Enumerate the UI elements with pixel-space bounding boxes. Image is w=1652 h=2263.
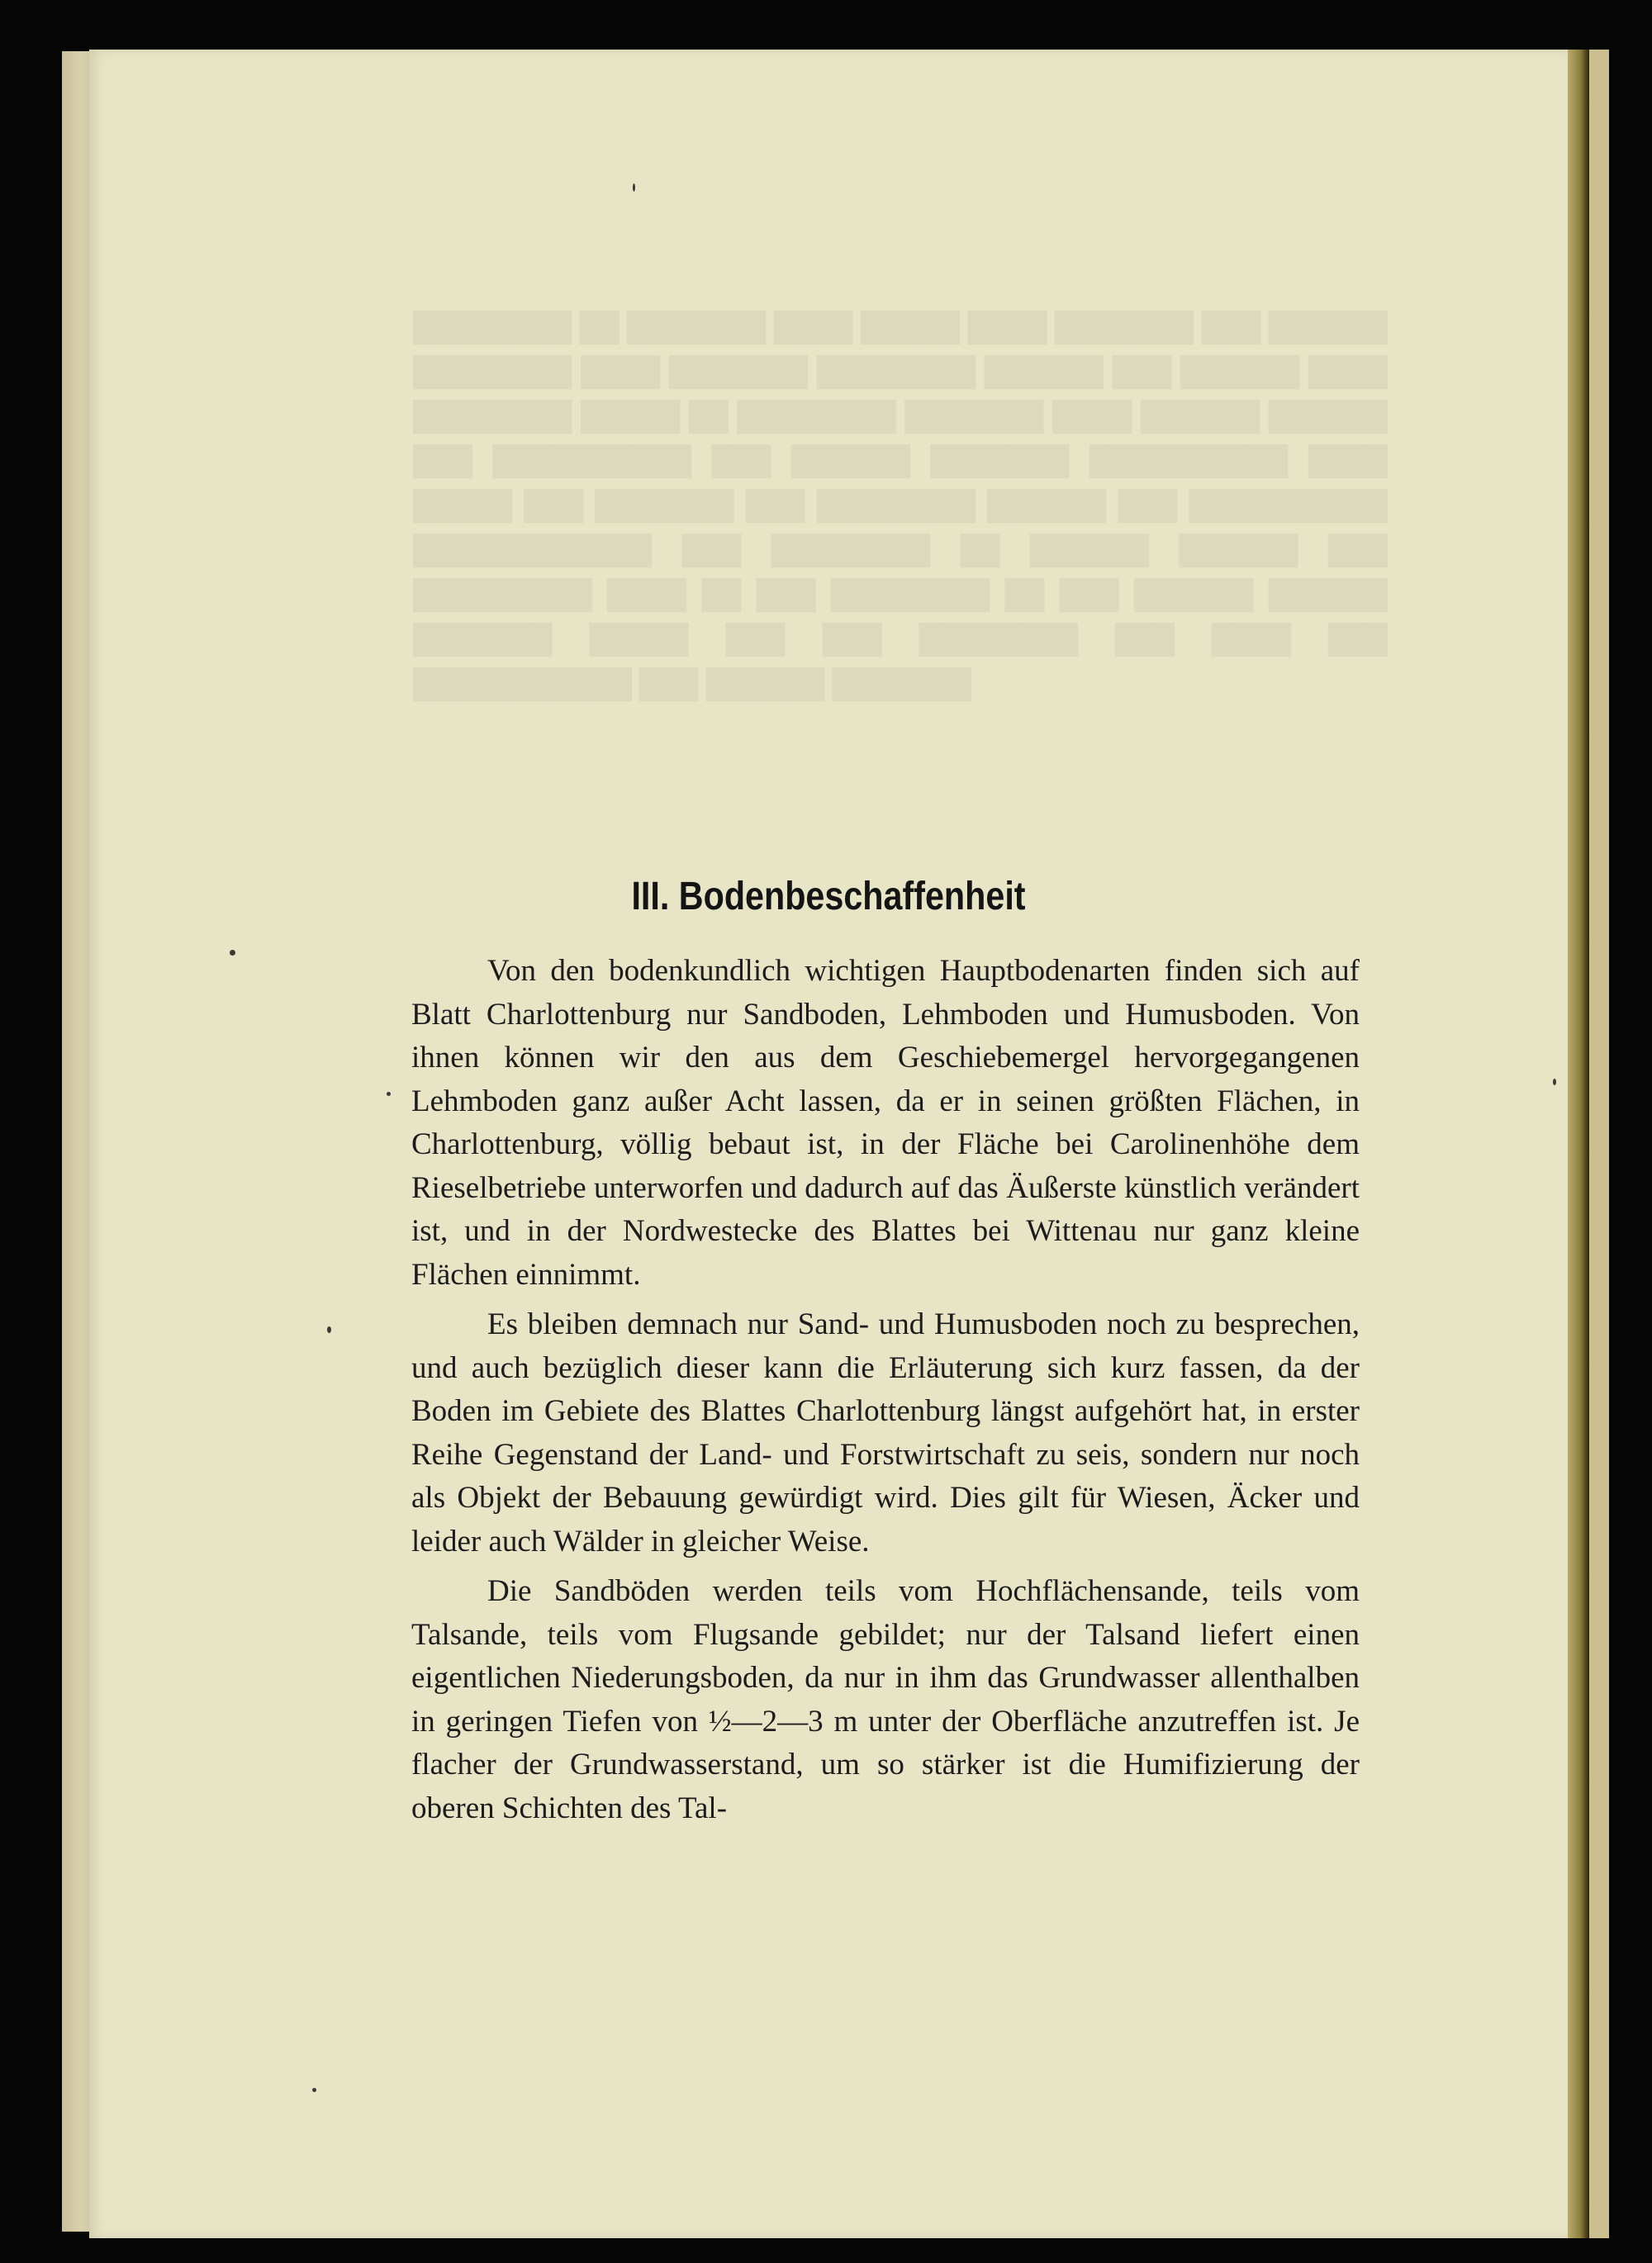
paragraph-1: Von den bodenkundlich wichtigen Hauptbodenarten finden sich auf Blatt Charlottenburg nur Sandboden, Lehmboden und Humusboden. Von ihnen können wir den aus dem Geschiebemergel hervorgegangenen Lehmboden ganz außer Acht lassen, da er in seinen größten Flächen, in Charlottenburg, völlig bebaut ist, in der Fläche bei Carolinenhöhe dem Rieselbetriebe unterworfen und dadurch auf das Äußerste künstlich verändert ist, und in der Nordwestecke des Blattes bei Wittenau nur ganz kleine Flächen einnimmt. — [411, 954, 1360, 1292]
speck — [633, 183, 635, 192]
speck — [1553, 1079, 1556, 1085]
book-edge-right — [1589, 50, 1609, 2238]
speck — [387, 1092, 391, 1096]
page-edge-right — [1568, 50, 1589, 2238]
paragraph-2: Es bleiben demnach nur Sand- und Humusboden noch zu besprechen, und auch bezüglich dieser kann die Erläuterung sich kurz fassen, da der Boden im Gebiete des Blattes Charlottenburg längst aufgehört hat, in erster Reihe Gegenstand der Land- und Forstwirtschaft zu seis, sondern nur noch als Objekt der Bebauung gewürdigt wird. Dies gilt für Wiesen, Äcker und leider auch Wälder in gleicher Weise. — [411, 1307, 1360, 1558]
speck — [327, 1326, 331, 1333]
speck — [312, 2088, 316, 2092]
section-heading: III. Bodenbeschaffenheit — [631, 875, 1026, 918]
paragraph-3: Die Sandböden werden teils vom Hochflächensande, teils vom Talsande, teils vom Flugsande gebildet; nur der Talsand liefert einen eigentlichen Niederungsboden, da nur in ihm das Grundwasser allenthalben in geringen Tiefen von ½—2—3 m unter der Oberfläche anzutreffen ist. Je flacher der Grundwasserstand, um so stärker ist die Humifizierung der oberen Schichten des Tal- — [411, 1574, 1360, 1825]
speck — [230, 950, 235, 956]
body-text — [411, 950, 1360, 1837]
